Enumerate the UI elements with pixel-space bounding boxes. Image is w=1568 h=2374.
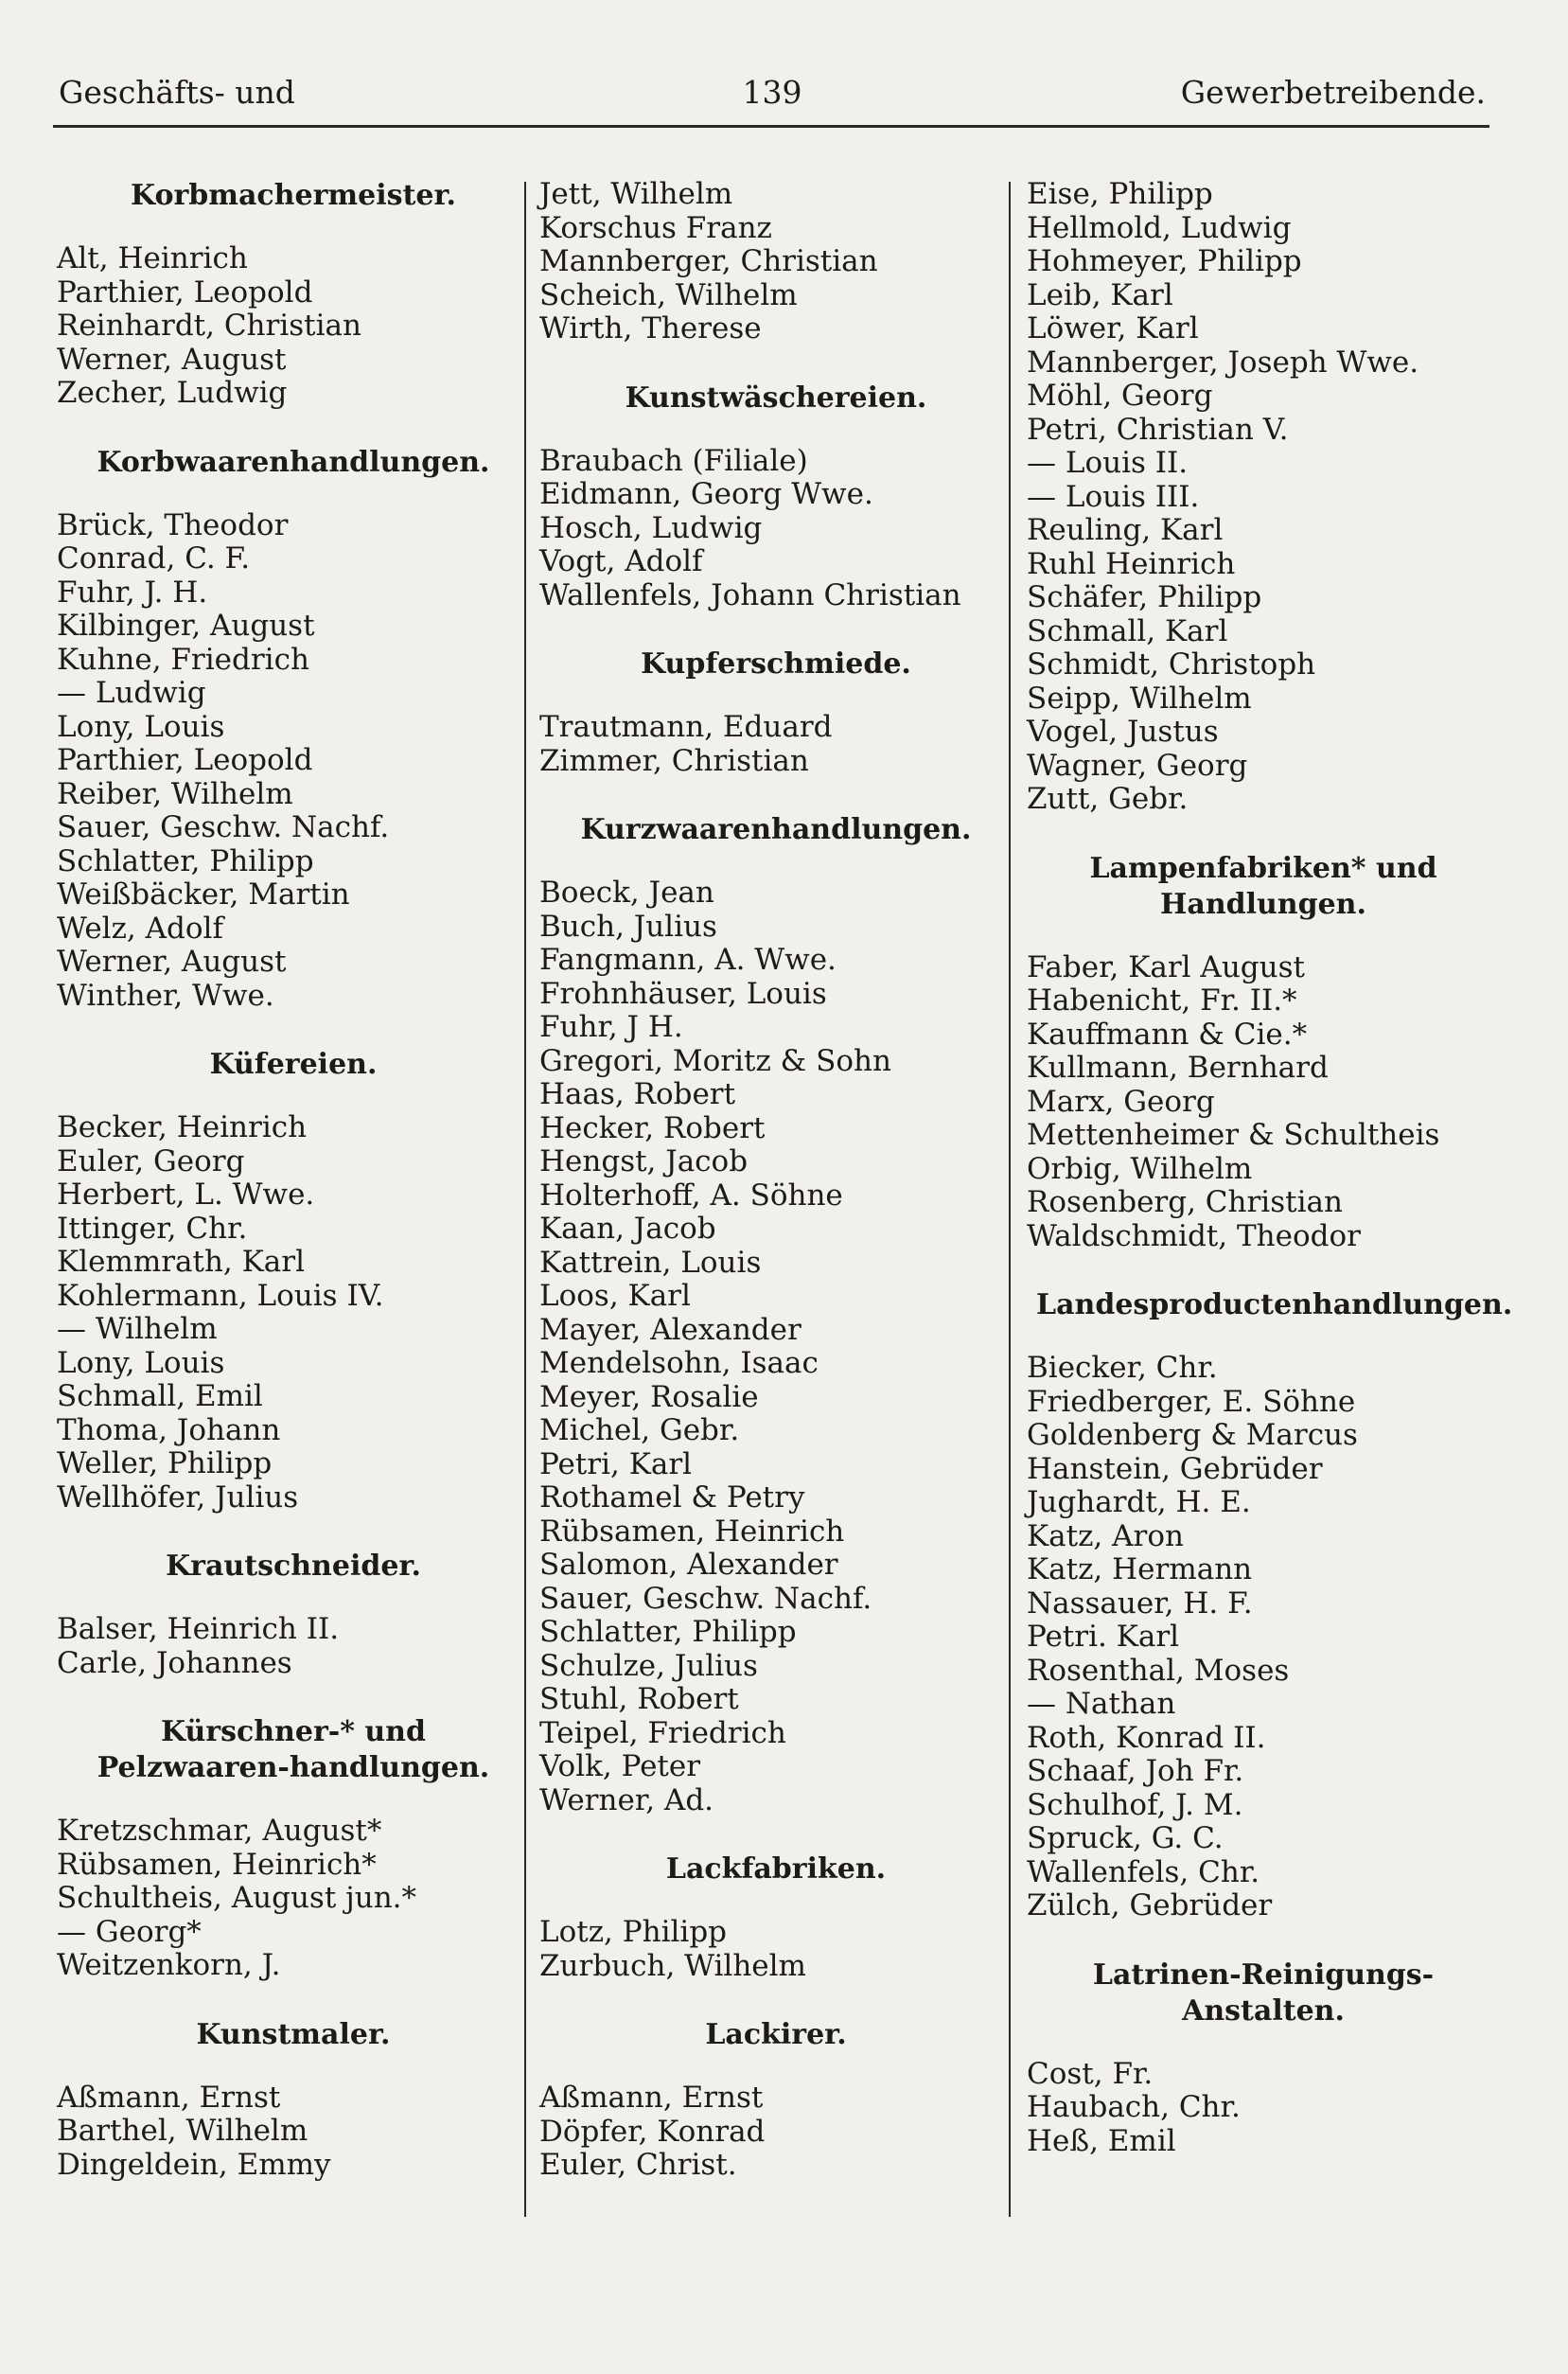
directory-entry: Rübsamen, Heinrich*	[57, 1847, 377, 1882]
directory-entry: Ruhl Heinrich	[1027, 546, 1236, 581]
directory-entry: Mannberger, Christian	[539, 244, 878, 278]
directory-entry: Eise, Philipp	[1027, 177, 1213, 211]
directory-entry: — Nathan	[1027, 1687, 1176, 1721]
directory-entry: Hanstein, Gebrüder	[1027, 1451, 1323, 1486]
section-heading: Lackirer.	[705, 2018, 847, 2051]
directory-entry: Spruck, G. C.	[1027, 1821, 1224, 1855]
directory-entry: Schlatter, Philipp	[57, 843, 314, 878]
directory-entry: Fuhr, J. H.	[57, 575, 208, 610]
directory-entry: Kullmann, Bernhard	[1027, 1051, 1329, 1085]
directory-entry: Jett, Wilhelm	[539, 177, 733, 211]
directory-entry: Stuhl, Robert	[539, 1682, 739, 1716]
directory-entry: Holterhoff, A. Söhne	[539, 1178, 843, 1213]
directory-section	[57, 178, 549, 411]
directory-entry: Meyer, Rosalie	[539, 1379, 759, 1414]
directory-entry: Becker, Heinrich	[57, 1110, 308, 1144]
directory-section	[1027, 178, 1519, 817]
directory-entry: Hohmeyer, Philipp	[1027, 244, 1302, 278]
directory-entry: Herbert, L. Wwe.	[57, 1178, 315, 1212]
directory-entry: Weitzenkorn, J.	[57, 1948, 281, 1982]
directory-entry: Korschus Franz	[539, 210, 772, 245]
directory-entry: Kuhne, Friedrich	[57, 642, 309, 677]
directory-entry: Marx, Georg	[1027, 1084, 1215, 1119]
header-right-text: Gewerbetreibende.	[1180, 74, 1486, 111]
directory-entry: Jughardt, H. E.	[1027, 1485, 1251, 1519]
directory-entry: Petri, Christian V.	[1027, 412, 1289, 447]
directory-entry: Cost, Fr.	[1027, 2056, 1154, 2091]
directory-entry: Volk, Peter	[539, 1749, 701, 1783]
directory-entry: Kohlermann, Louis IV.	[57, 1278, 384, 1313]
directory-section	[57, 1714, 549, 1983]
header-rule	[53, 125, 1489, 128]
directory-section	[539, 178, 1031, 346]
directory-entry: Rosenthal, Moses	[1027, 1653, 1290, 1688]
directory-entry: Michel, Gebr.	[539, 1413, 740, 1447]
directory-entry: Vogt, Adolf	[539, 544, 703, 578]
directory-entry: — Wilhelm	[57, 1312, 218, 1346]
directory-entry: Trautmann, Eduard	[539, 710, 833, 744]
section-heading: Kürschner-* und Pelzwaaren-handlungen.	[97, 1715, 490, 1784]
directory-entry: Welz, Adolf	[57, 911, 223, 946]
directory-entry: Fuhr, J H.	[539, 1010, 683, 1044]
section-heading: Latrinen-Reinigungs-Anstalten.	[1092, 1958, 1435, 2028]
section-heading: Kupferschmiede.	[641, 647, 911, 681]
directory-entry: Lony, Louis	[57, 1345, 225, 1380]
directory-entry: Gregori, Moritz & Sohn	[539, 1043, 891, 1078]
directory-entry: Schaaf, Joh Fr.	[1027, 1754, 1244, 1788]
directory-entry: Eidmann, Georg Wwe.	[539, 477, 873, 511]
directory-entry: Carle, Johannes	[57, 1645, 292, 1680]
directory-entry: Wirth, Therese	[539, 311, 762, 345]
section-heading: Korbmachermeister.	[131, 179, 456, 212]
directory-entry: Teipel, Friedrich	[539, 1715, 786, 1750]
directory-entry: Scheich, Wilhelm	[539, 277, 798, 312]
directory-entry: Schlatter, Philipp	[539, 1615, 797, 1649]
directory-entry: Möhl, Georg	[1027, 379, 1213, 413]
directory-entry: Friedberger, E. Söhne	[1027, 1384, 1356, 1419]
directory-section	[1027, 1287, 1519, 1923]
directory-entry: — Georg*	[57, 1914, 202, 1949]
section-heading: Kunstwäschereien.	[625, 381, 927, 415]
directory-entry: Schmall, Emil	[57, 1379, 263, 1413]
directory-entry: Zimmer, Christian	[539, 743, 809, 778]
directory-entry: Schmall, Karl	[1027, 613, 1228, 648]
directory-entry: Fangmann, A. Wwe.	[539, 943, 837, 977]
directory-entry: Zutt, Gebr.	[1027, 782, 1189, 816]
directory-entry: Waldschmidt, Theodor	[1027, 1218, 1361, 1253]
directory-entry: Brück, Theodor	[57, 507, 289, 542]
section-heading: Landesproductenhandlungen.	[1036, 1288, 1513, 1321]
directory-entry: Zülch, Gebrüder	[1027, 1888, 1273, 1922]
directory-entry: Werner, August	[57, 342, 287, 377]
directory-entry: Lotz, Philipp	[539, 1915, 728, 1949]
directory-entry: — Louis III.	[1027, 479, 1200, 514]
directory-entry: Schulze, Julius	[539, 1648, 758, 1683]
directory-entry: Dingeldein, Emmy	[57, 2147, 331, 2182]
directory-entry: Vogel, Justus	[1027, 715, 1219, 749]
directory-entry: — Ludwig	[57, 676, 206, 710]
section-heading: Lampenfabriken* und Handlungen.	[1089, 851, 1437, 921]
directory-section	[539, 647, 1031, 778]
directory-entry: Ittinger, Chr.	[57, 1211, 248, 1246]
directory-entry: Euler, Christ.	[539, 2148, 737, 2182]
section-heading: Küfereien.	[209, 1048, 378, 1081]
column-1	[57, 178, 549, 2182]
directory-entry: Löwer, Karl	[1027, 311, 1199, 345]
directory-entry: Leib, Karl	[1027, 277, 1173, 312]
directory-entry: Biecker, Chr.	[1027, 1351, 1218, 1385]
directory-entry: Euler, Georg	[57, 1143, 245, 1178]
directory-entry: Wellhöfer, Julius	[57, 1479, 299, 1515]
directory-entry: Zecher, Ludwig	[57, 376, 288, 410]
directory-entry: Wallenfels, Chr.	[1027, 1854, 1260, 1889]
directory-entry: Zurbuch, Wilhelm	[539, 1948, 806, 1983]
column-2	[539, 178, 1031, 2183]
directory-entry: Kauffmann & Cie.*	[1027, 1017, 1308, 1052]
directory-entry: Rosenberg, Christian	[1027, 1185, 1343, 1219]
directory-entry: Alt, Heinrich	[57, 241, 248, 275]
directory-entry: Kattrein, Louis	[539, 1245, 762, 1280]
directory-section	[57, 2017, 549, 2183]
directory-entry: Parthier, Leopold	[57, 743, 313, 777]
directory-section	[57, 445, 549, 1014]
directory-entry: Werner, August	[57, 945, 287, 979]
directory-entry: Schäfer, Philipp	[1027, 580, 1262, 614]
directory-entry: Parthier, Leopold	[57, 275, 313, 310]
directory-entry: Haubach, Chr.	[1027, 2090, 1241, 2124]
directory-entry: Balser, Heinrich II.	[57, 1612, 340, 1646]
directory-entry: Schmidt, Christoph	[1027, 647, 1316, 682]
directory-entry: Hosch, Ludwig	[539, 510, 763, 545]
directory-entry: Buch, Julius	[539, 909, 717, 944]
directory-entry: Sauer, Geschw. Nachf.	[57, 810, 390, 844]
directory-entry: Frohnhäuser, Louis	[539, 976, 827, 1011]
section-heading: Kurzwaarenhandlungen.	[580, 813, 972, 846]
section-heading: Korbwaarenhandlungen.	[97, 445, 490, 479]
directory-section	[57, 1047, 549, 1515]
directory-entry: Wagner, Georg	[1027, 748, 1248, 783]
directory-entry: Schulhof, J. M.	[1027, 1787, 1243, 1822]
directory-entry: Goldenberg & Marcus	[1027, 1418, 1358, 1452]
column-3	[1027, 178, 1519, 2158]
section-heading: Lackfabriken.	[665, 1852, 887, 1886]
directory-entry: Kretzschmar, August*	[57, 1814, 382, 1848]
directory-section	[539, 1851, 1031, 1983]
directory-entry: Salomon, Alexander	[539, 1548, 838, 1582]
section-heading: Kunstmaler.	[196, 2017, 391, 2051]
directory-entry: Sauer, Geschw. Nachf.	[539, 1581, 872, 1616]
directory-section	[1027, 851, 1519, 1254]
directory-entry: Haas, Robert	[539, 1077, 736, 1111]
directory-entry: Hecker, Robert	[539, 1110, 766, 1145]
directory-entry: Rübsamen, Heinrich	[539, 1514, 845, 1549]
directory-entry: Conrad, C. F.	[57, 541, 251, 576]
directory-entry: Weißbäcker, Martin	[57, 877, 350, 912]
directory-entry: Döpfer, Konrad	[539, 2114, 766, 2149]
directory-entry: Barthel, Wilhelm	[57, 2114, 308, 2148]
directory-entry: Kaan, Jacob	[539, 1212, 716, 1246]
directory-entry: Seipp, Wilhelm	[1027, 681, 1252, 716]
directory-entry: Petri. Karl	[1027, 1620, 1180, 1654]
directory-entry: Kilbinger, August	[57, 609, 315, 643]
directory-entry: Katz, Hermann	[1027, 1552, 1253, 1586]
directory-entry: Reinhardt, Christian	[57, 309, 361, 343]
directory-entry: Petri, Karl	[539, 1446, 693, 1481]
directory-section	[539, 2017, 1031, 2183]
directory-entry: Klemmrath, Karl	[57, 1245, 306, 1279]
directory-entry: Orbig, Wilhelm	[1027, 1151, 1253, 1186]
directory-entry: — Louis II.	[1027, 446, 1189, 480]
directory-entry: Reuling, Karl	[1027, 513, 1224, 547]
directory-entry: Werner, Ad.	[539, 1782, 714, 1817]
directory-entry: Hengst, Jacob	[539, 1144, 749, 1178]
directory-entry: Lony, Louis	[57, 709, 225, 744]
directory-section	[539, 381, 1031, 613]
directory-entry: Nassauer, H. F.	[1027, 1586, 1253, 1621]
directory-entry: Reiber, Wilhelm	[57, 776, 293, 811]
directory-section	[57, 1549, 549, 1680]
directory-entry: Thoma, Johann	[57, 1412, 281, 1447]
directory-entry: Weller, Philipp	[57, 1446, 273, 1480]
directory-section	[539, 812, 1031, 1817]
directory-entry: Katz, Aron	[1027, 1518, 1184, 1553]
directory-entry: Rothamel & Petry	[539, 1480, 805, 1515]
directory-entry: Mannberger, Joseph Wwe.	[1027, 345, 1419, 380]
directory-entry: Mettenheimer & Schultheis	[1027, 1118, 1440, 1152]
header-left-text: Geschäfts- und	[59, 74, 295, 111]
directory-entry: Habenicht, Fr. II.*	[1027, 983, 1297, 1018]
directory-entry: Mayer, Alexander	[539, 1312, 802, 1347]
directory-entry: Aßmann, Ernst	[57, 2080, 281, 2115]
directory-entry: Hellmold, Ludwig	[1027, 210, 1292, 245]
directory-entry: Mendelsohn, Isaac	[539, 1346, 819, 1380]
directory-section	[1027, 1958, 1519, 2159]
directory-entry: Wallenfels, Johann Christian	[539, 577, 961, 612]
page-header	[59, 66, 1486, 123]
directory-entry: Aßmann, Ernst	[539, 2081, 764, 2115]
section-heading: Krautschneider.	[166, 1550, 421, 1583]
directory-entry: Loos, Karl	[539, 1279, 691, 1313]
directory-entry: Faber, Karl August	[1027, 949, 1305, 984]
page-number: 139	[742, 74, 802, 111]
directory-entry: Roth, Konrad II.	[1027, 1720, 1266, 1755]
directory-entry: Winther, Wwe.	[57, 978, 274, 1013]
directory-entry: Boeck, Jean	[539, 876, 714, 910]
directory-entry: Schultheis, August jun.*	[57, 1881, 417, 1915]
directory-entry: Heß, Emil	[1027, 2123, 1176, 2158]
directory-entry: Braubach (Filiale)	[539, 443, 808, 478]
